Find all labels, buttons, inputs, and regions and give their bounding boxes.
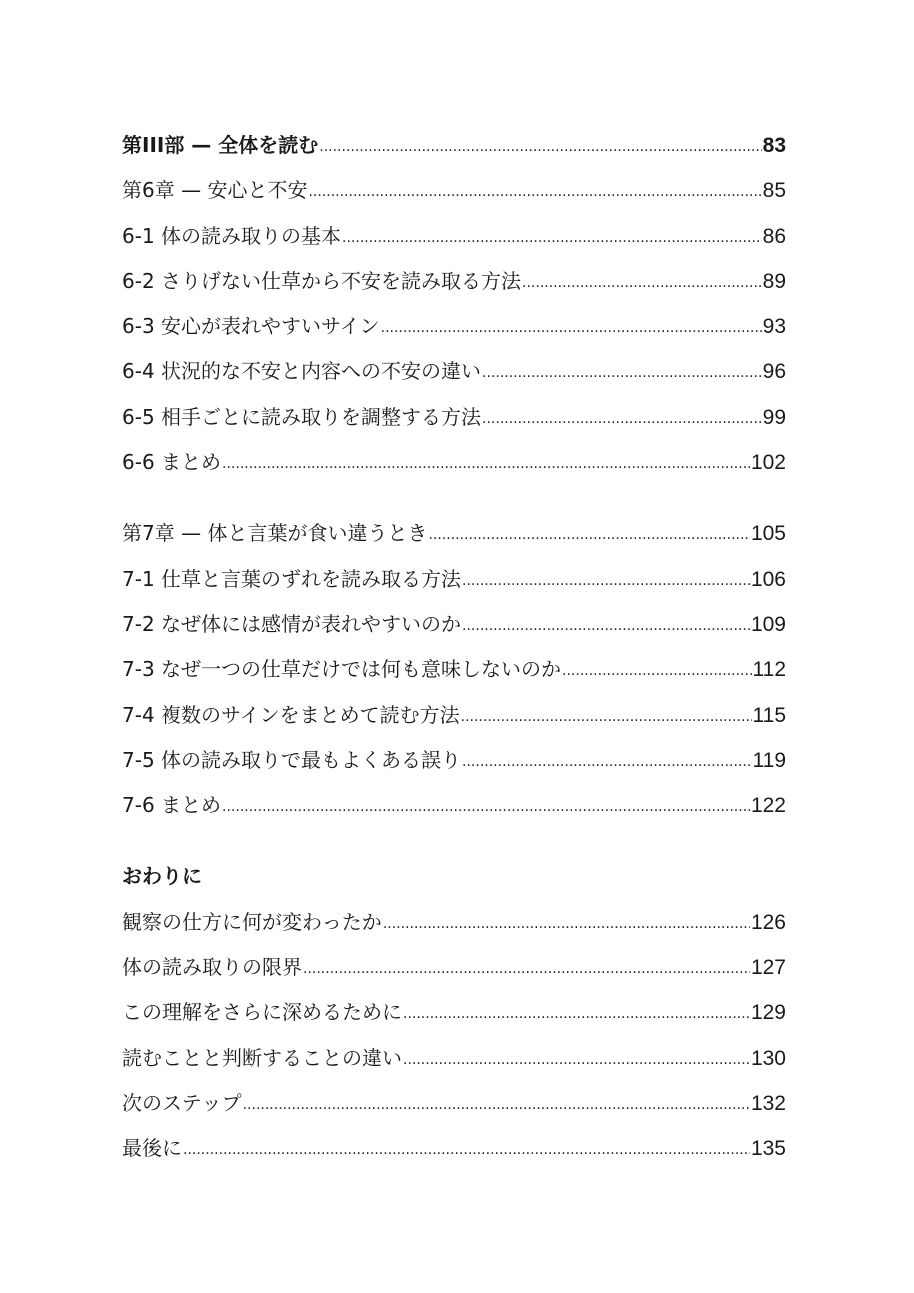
toc-entry-title: 体の読み取りの限界 [122, 955, 302, 980]
toc-entry-title: 7-4 複数のサインをまとめて読む方法 [122, 702, 460, 727]
dot-leader [562, 651, 751, 691]
dot-leader [403, 1040, 750, 1080]
toc-entry-title: 7-5 体の読み取りで最もよくある誤り [122, 747, 462, 772]
toc-page-number: 106 [750, 567, 786, 591]
toc-entry-7-3[interactable] [122, 649, 786, 694]
toc-entry-7-6[interactable] [122, 785, 786, 830]
dot-leader [308, 172, 761, 212]
toc-entry-title: 読むことと判断することの違い [122, 1045, 402, 1070]
toc-page-number: 115 [752, 703, 786, 727]
dot-leader [522, 263, 762, 303]
toc-entry-6-6[interactable] [122, 442, 786, 487]
toc-page-number: 99 [762, 405, 786, 429]
toc-page-number: 93 [762, 315, 786, 339]
toc-entry-closing-6[interactable] [122, 1128, 786, 1173]
toc-entry-title: 6-6 まとめ [122, 450, 222, 475]
table-of-contents [122, 125, 786, 1174]
toc-entry-title: 7-6 まとめ [122, 793, 222, 818]
toc-entry-title: 6-1 体の読み取りの基本 [122, 223, 342, 248]
dot-leader [222, 787, 750, 827]
toc-entry-6-3[interactable] [122, 306, 786, 351]
toc-entry-closing-1[interactable] [122, 902, 786, 947]
dot-leader [461, 697, 752, 737]
closing-heading: おわりに [122, 864, 202, 889]
dot-leader [303, 949, 750, 989]
dot-leader [403, 994, 750, 1034]
toc-entry-closing-4[interactable] [122, 1038, 786, 1083]
dot-leader [462, 561, 750, 601]
toc-entry-6-4[interactable] [122, 351, 786, 396]
dot-leader [482, 353, 762, 393]
toc-entry-closing-3[interactable] [122, 992, 786, 1037]
toc-page-number: 112 [752, 658, 786, 682]
toc-page-number: 83 [762, 134, 786, 157]
toc-entry-title: 7-1 仕草と言葉のずれを読み取る方法 [122, 566, 462, 591]
toc-page-number: 96 [762, 360, 786, 384]
toc-page-number: 109 [750, 612, 786, 636]
toc-entry-title: 第6章 — 安心と不安 [122, 178, 308, 203]
dot-leader [243, 1085, 750, 1125]
toc-page-number: 105 [750, 522, 786, 546]
toc-page-number: 129 [750, 1001, 786, 1025]
toc-entry-7-5[interactable] [122, 740, 786, 785]
toc-entry-closing-5[interactable] [122, 1083, 786, 1128]
dot-leader [381, 308, 762, 348]
toc-page-number: 130 [750, 1046, 786, 1070]
toc-page-number: 86 [762, 224, 786, 248]
toc-entry-title: 観察の仕方に何が変わったか [122, 909, 382, 934]
dot-leader [383, 904, 750, 944]
toc-page-number: 135 [750, 1137, 786, 1161]
dot-leader [183, 1130, 750, 1170]
toc-page-number: 89 [762, 269, 786, 293]
dot-leader [462, 606, 750, 646]
toc-entry-title: 6-2 さりげない仕草から不安を読み取る方法 [122, 268, 522, 293]
toc-page-number: 132 [750, 1091, 786, 1115]
toc-entry-title: 第III部 — 全体を読む [122, 133, 319, 157]
toc-entry-title: 次のステップ [122, 1090, 242, 1115]
section-spacer [122, 487, 786, 513]
dot-leader [462, 742, 751, 782]
toc-entry-title: 6-5 相手ごとに読み取りを調整する方法 [122, 404, 482, 429]
toc-page-number: 119 [752, 748, 786, 772]
dot-leader [482, 399, 762, 439]
toc-page-number: 85 [762, 179, 786, 203]
dot-leader [342, 218, 762, 258]
toc-page-number: 102 [750, 451, 786, 475]
toc-entry-title: 最後に [122, 1136, 182, 1161]
toc-entry-6-2[interactable] [122, 261, 786, 306]
toc-entry-7-1[interactable] [122, 559, 786, 604]
dot-leader [428, 515, 750, 555]
toc-page-number: 127 [750, 956, 786, 980]
dot-leader [222, 444, 750, 484]
section-spacer [122, 830, 786, 856]
toc-entry-7-4[interactable] [122, 695, 786, 740]
toc-entry-title: 7-3 なぜ一つの仕草だけでは何も意味しないのか [122, 657, 562, 682]
toc-entry-chapter-6[interactable] [122, 170, 786, 215]
toc-entry-6-5[interactable] [122, 397, 786, 442]
toc-entry-title: 7-2 なぜ体には感情が表れやすいのか [122, 611, 462, 636]
toc-entry-closing-2[interactable] [122, 947, 786, 992]
toc-entry-7-2[interactable] [122, 604, 786, 649]
toc-entry-6-1[interactable] [122, 216, 786, 261]
toc-page-number: 126 [750, 910, 786, 934]
toc-entry-title: 6-3 安心が表れやすいサイン [122, 314, 380, 339]
toc-entry-title: 6-4 状況的な不安と内容への不安の違い [122, 359, 482, 384]
toc-entry-part-3[interactable] [122, 125, 786, 170]
dot-leader [319, 127, 761, 167]
toc-entry-title: 第7章 — 体と言葉が食い違うとき [122, 521, 428, 546]
toc-entry-title: この理解をさらに深めるために [122, 1000, 402, 1025]
toc-entry-chapter-7[interactable] [122, 513, 786, 558]
toc-page-number: 122 [750, 794, 786, 818]
